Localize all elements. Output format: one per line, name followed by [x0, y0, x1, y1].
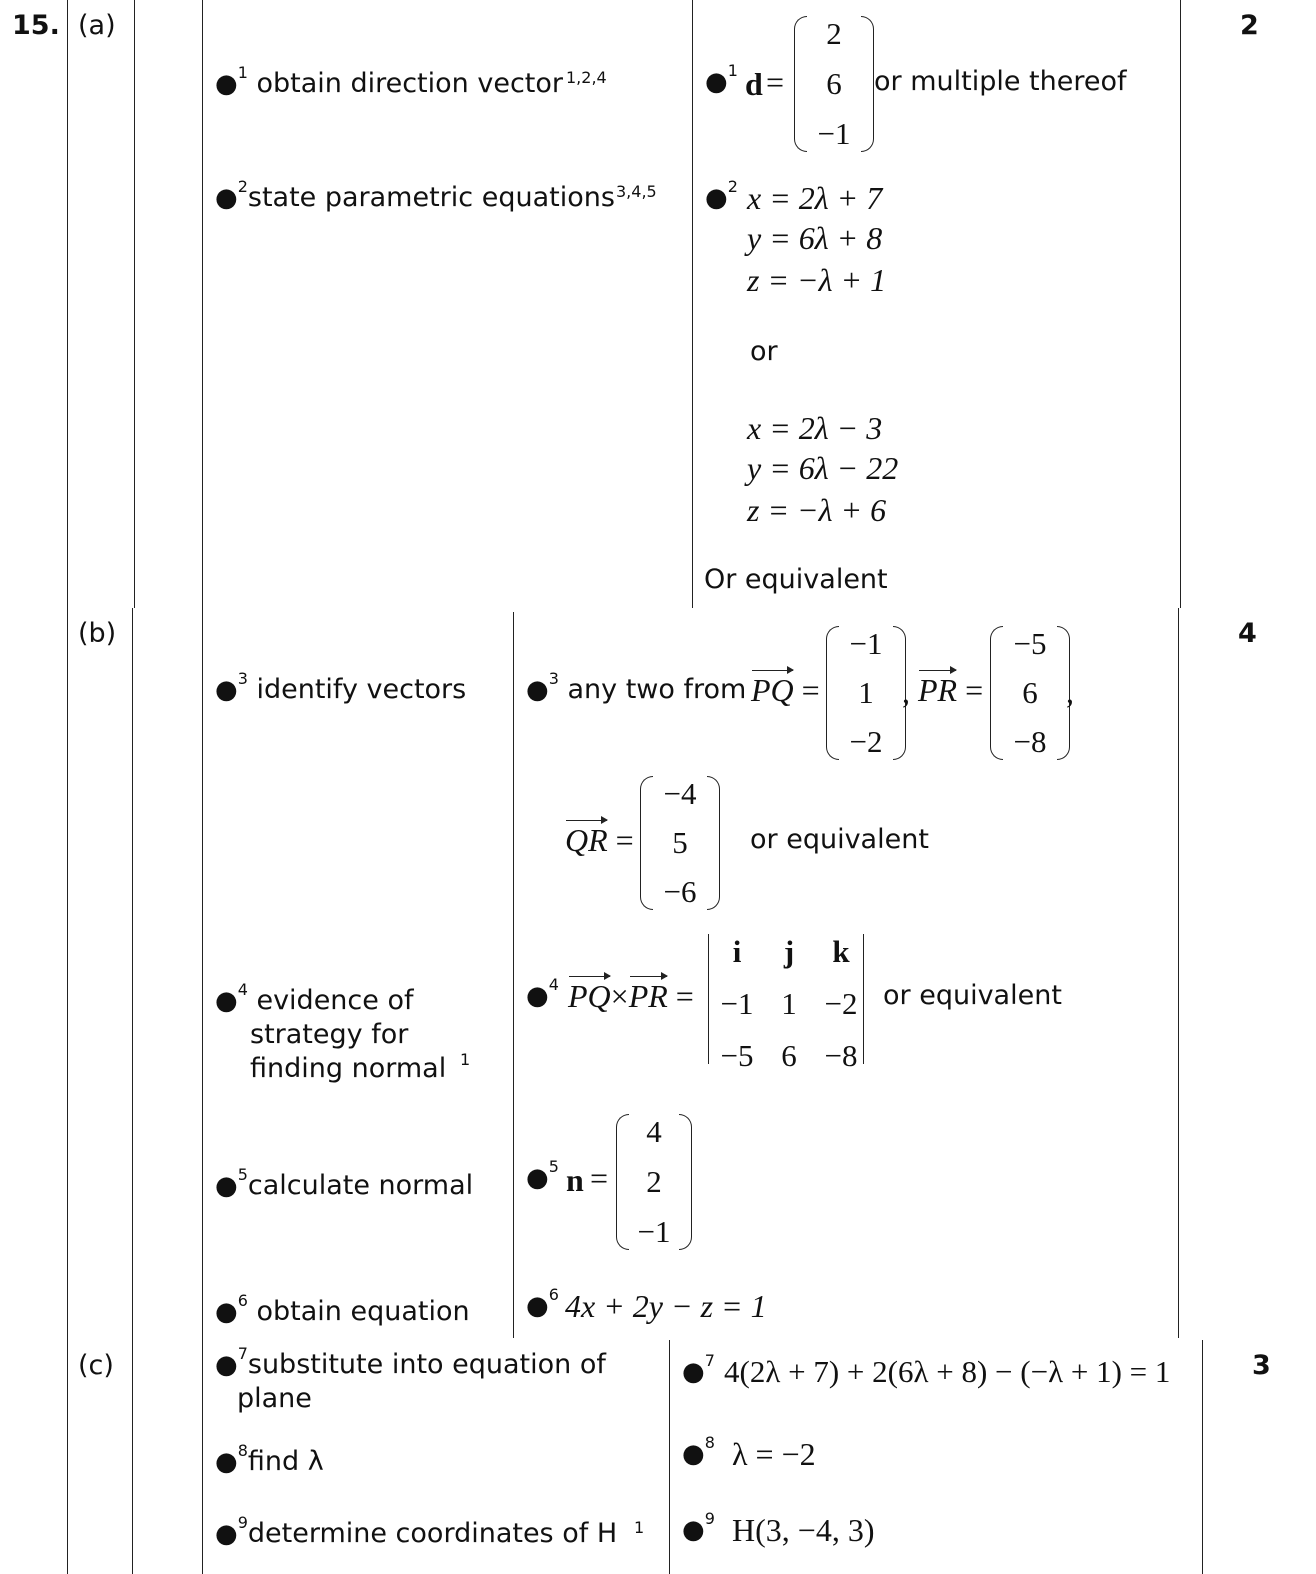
- equals-sign: =: [590, 1160, 609, 1196]
- bullet-icon: ●: [215, 1519, 238, 1549]
- comma: ,: [1066, 674, 1074, 710]
- step-2-bullet: ●$^2$: [705, 177, 738, 213]
- step-5-bullet: ●$^5$: [526, 1157, 559, 1193]
- equation: y = 6λ − 22: [747, 450, 899, 486]
- vector-entry: 4: [646, 1114, 662, 1149]
- vector-n: [616, 1114, 692, 1250]
- step-4-refs: 1: [460, 1050, 471, 1069]
- vector-entry: 5: [672, 825, 688, 860]
- det-entry: −5: [720, 1038, 754, 1073]
- bullet-icon: ●: [215, 675, 238, 705]
- vector-entry: 6: [826, 66, 842, 101]
- step-1-label: ●$^1$ obtain direction vector: [215, 63, 564, 99]
- rule: [132, 608, 133, 1574]
- vector-entry: 6: [1022, 675, 1038, 710]
- step-2-label: ●$^2$state parametric equations: [215, 177, 615, 213]
- vector-qr-name: QR =: [565, 822, 634, 858]
- det-entry: 1: [781, 986, 797, 1021]
- step-1-refs: 1,2,4: [566, 68, 607, 87]
- det-entry: j: [783, 934, 795, 969]
- substitution-equation: 4(2λ + 7) + 2(6λ + 8) − (−λ + 1) = 1: [724, 1354, 1171, 1389]
- vector-pr-name: PR =: [918, 672, 984, 708]
- vector-entry: −1: [849, 626, 883, 661]
- equation: z = −λ + 1: [747, 262, 887, 298]
- rule: [1202, 1340, 1203, 1574]
- step-4-note: or equivalent: [883, 980, 1062, 1011]
- rule: [202, 0, 203, 1574]
- rule: [1180, 0, 1181, 608]
- marks-a: 2: [1240, 10, 1259, 41]
- vector-n-name: n: [566, 1162, 584, 1198]
- vector-pr: [990, 626, 1070, 760]
- equals-sign: =: [766, 64, 785, 100]
- question-number: 15.: [12, 10, 60, 41]
- bullet-icon: ●: [215, 1297, 238, 1327]
- plane-equation: 4x + 2y − z = 1: [565, 1288, 767, 1324]
- equation: z = −λ + 6: [747, 492, 887, 528]
- det-entry: −2: [824, 986, 858, 1021]
- part-label-b: (b): [78, 618, 117, 649]
- step-9-bullet: ●$^9$: [682, 1509, 715, 1545]
- rule: [67, 0, 68, 1574]
- step-2-note: Or equivalent: [704, 564, 888, 595]
- step-2-refs: 3,4,5: [616, 182, 657, 201]
- or-text: or: [750, 336, 778, 367]
- vector-entry: −2: [849, 724, 883, 759]
- vector-pq: [826, 626, 906, 760]
- bullet-icon: ●: [215, 1447, 238, 1477]
- step-5-label: ●$^5$calculate normal: [215, 1165, 474, 1201]
- det-entry: i: [732, 934, 742, 969]
- vector-entry: −5: [1013, 626, 1047, 661]
- part-label-a: (a): [78, 10, 116, 41]
- bullet-icon: ●: [682, 1357, 705, 1387]
- step-4-label: ●$^4$ evidence of strategy for finding normal: [215, 980, 447, 1084]
- cross-product-expr: PQ×PR =: [568, 978, 694, 1014]
- marks-b: 4: [1238, 618, 1257, 649]
- step-1-note: or multiple thereof: [874, 66, 1127, 97]
- step-3-note: or equivalent: [750, 824, 929, 855]
- step-9-label: ●$^9$determine coordinates of H: [215, 1513, 618, 1549]
- vector-entry: −1: [817, 116, 851, 151]
- step-3-answer-prefix: ●$^3$ any two from: [526, 669, 747, 705]
- vector-entry: −6: [663, 874, 697, 909]
- bullet-icon: ●: [215, 986, 238, 1016]
- vector-entry: 2: [826, 16, 842, 51]
- rule: [692, 0, 693, 608]
- vector-d: [794, 16, 874, 152]
- bullet-icon: ●: [215, 1171, 238, 1201]
- determinant: [708, 934, 864, 1073]
- step-7-label: ●$^7$substitute into equation of plane: [215, 1344, 606, 1414]
- step-1-bullet: ●$^1$: [705, 61, 738, 97]
- vector-entry: −8: [1013, 724, 1047, 759]
- bullet-icon: ●: [705, 183, 728, 213]
- vector-entry: 2: [646, 1164, 662, 1199]
- bullet-icon: ●: [215, 183, 238, 213]
- step-9-refs: 1: [634, 1518, 645, 1537]
- step-6-label: ●$^6$ obtain equation: [215, 1291, 470, 1327]
- vector-entry: 1: [858, 675, 874, 710]
- bullet-icon: ●: [215, 1350, 238, 1380]
- equation: x = 2λ + 7: [747, 180, 883, 216]
- vector-qr: [640, 776, 720, 910]
- rule: [513, 612, 514, 1338]
- bullet-icon: ●: [526, 675, 549, 705]
- det-entry: 6: [781, 1038, 797, 1073]
- part-label-c: (c): [78, 1350, 114, 1381]
- step-4-bullet: ●$^4$: [526, 975, 559, 1011]
- vector-pq-name: PQ =: [751, 672, 820, 708]
- step-6-bullet: ●$^6$: [526, 1285, 559, 1321]
- equation: y = 6λ + 8: [747, 220, 883, 256]
- vector-d-name: d: [745, 66, 763, 102]
- det-entry: k: [832, 934, 850, 969]
- bullet-icon: ●: [526, 1291, 549, 1321]
- step-8-bullet: ●$^8$: [682, 1433, 715, 1469]
- rule: [669, 1340, 670, 1574]
- det-entry: −1: [720, 986, 754, 1021]
- bullet-icon: ●: [682, 1515, 705, 1545]
- equation: x = 2λ − 3: [747, 410, 883, 446]
- bullet-icon: ●: [705, 67, 728, 97]
- det-entry: −8: [824, 1038, 858, 1073]
- step-8-label: ●$^8$find λ: [215, 1441, 324, 1477]
- bullet-icon: ●: [215, 69, 238, 99]
- bullet-icon: ●: [526, 981, 549, 1011]
- marks-c: 3: [1252, 1350, 1271, 1381]
- rule: [134, 0, 135, 608]
- vector-entry: −1: [637, 1214, 671, 1249]
- lambda-value: λ = −2: [732, 1436, 816, 1472]
- rule: [1178, 608, 1179, 1338]
- bullet-icon: ●: [526, 1163, 549, 1193]
- bullet-icon: ●: [682, 1439, 705, 1469]
- comma: ,: [902, 674, 910, 710]
- step-3-label: ●$^3$ identify vectors: [215, 669, 467, 705]
- vector-entry: −4: [663, 776, 697, 811]
- point-h: H(3, −4, 3): [732, 1512, 875, 1548]
- step-7-bullet: ●$^7$: [682, 1351, 715, 1387]
